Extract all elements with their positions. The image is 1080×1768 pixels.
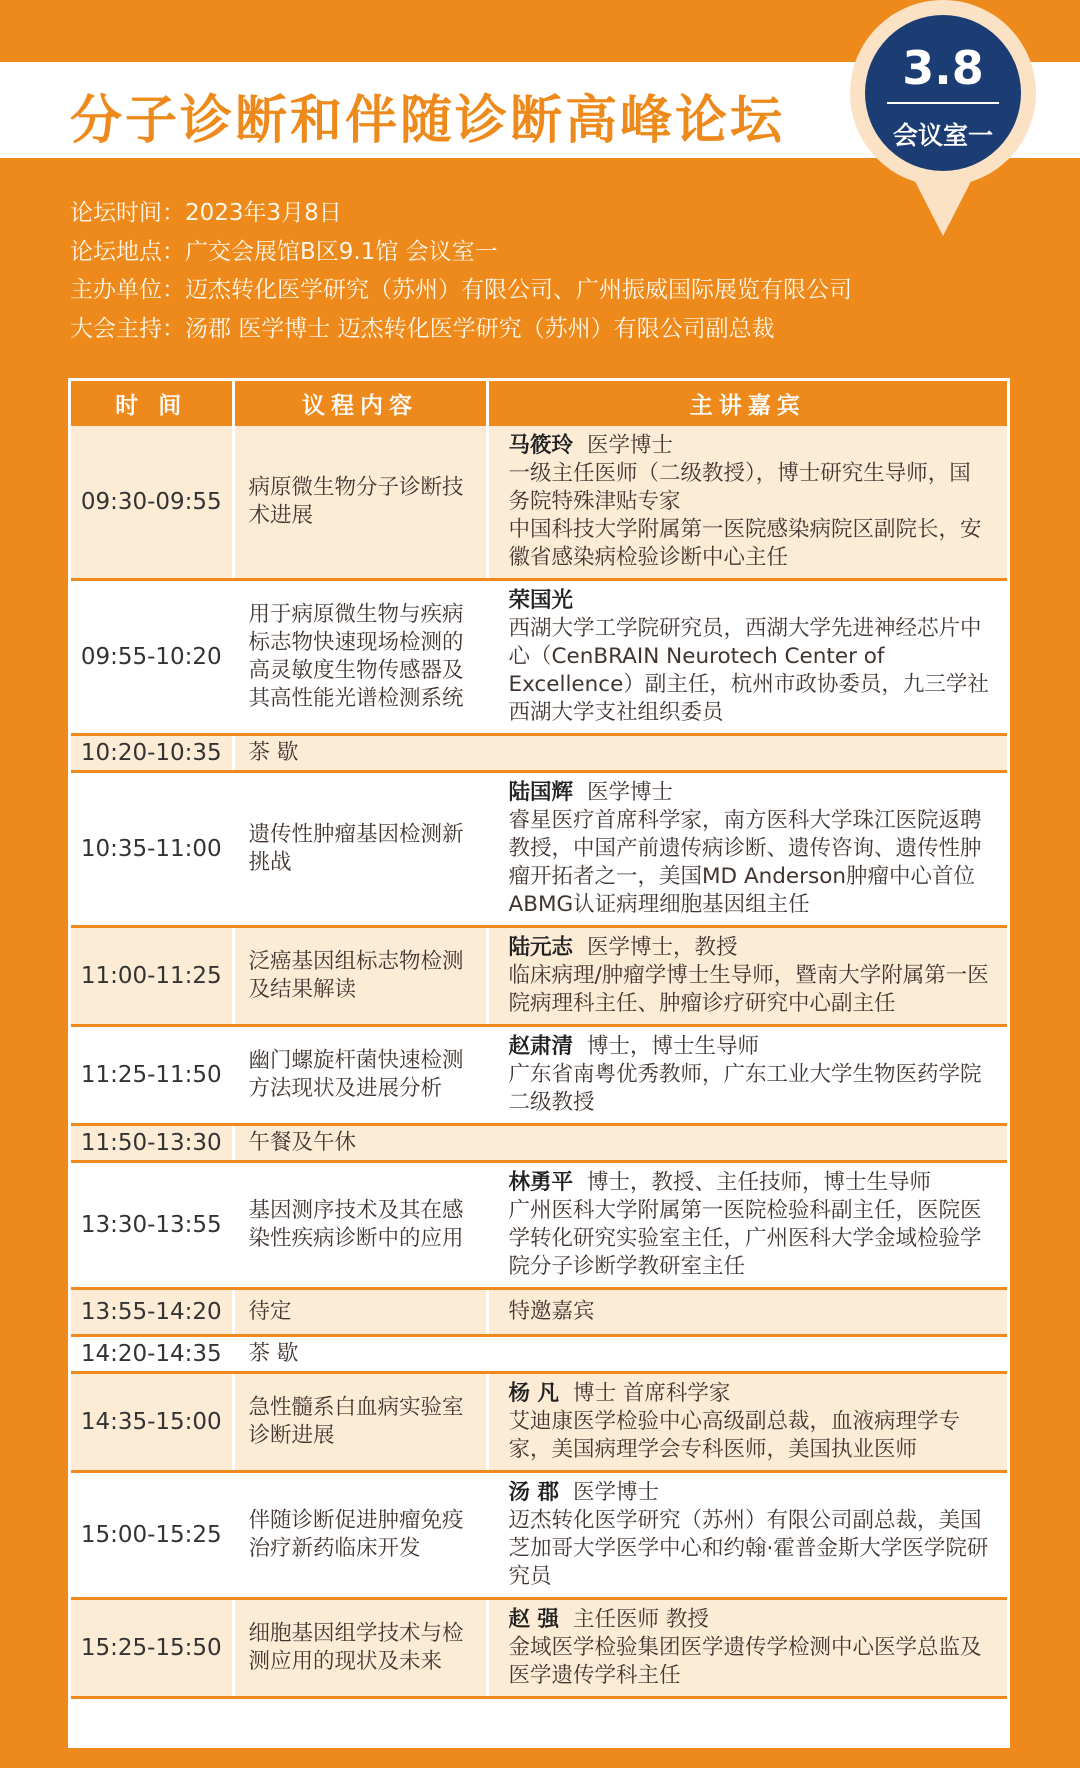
info-location: 论坛地点：广交会展馆B区9.1馆 会议室一 bbox=[70, 238, 498, 265]
speaker-desc: 特邀嘉宾 bbox=[508, 1299, 595, 1324]
row-topic: 待定 bbox=[233, 1289, 487, 1336]
speaker-name: 马筱玲 bbox=[508, 433, 574, 458]
table-row bbox=[71, 426, 1007, 580]
row-time: 11:50-13:30 bbox=[71, 1125, 233, 1162]
speaker-desc: 金域医学检验集团医学遗传学检测中心医学总监及医学遗传学科主任 bbox=[508, 1635, 982, 1688]
speaker-name: 汤 郡 bbox=[508, 1480, 559, 1505]
table-header-row bbox=[71, 381, 1007, 426]
header-speaker: 主讲嘉宾 bbox=[487, 381, 1007, 426]
row-speaker bbox=[487, 1162, 1007, 1289]
badge-date: 3.8 bbox=[902, 41, 984, 95]
speaker-title: 主任医师 教授 bbox=[573, 1607, 709, 1632]
speaker-name: 荣国光 bbox=[508, 588, 574, 613]
row-speaker bbox=[487, 1472, 1007, 1599]
row-topic: 病原微生物分子诊断技术进展 bbox=[233, 426, 487, 580]
speaker-desc: 一级主任医师（二级教授），博士研究生导师，国务院特殊津贴专家 中国科技大学附属第一医院感染病院区副院长，安徽省感染病检验诊断中心主任 bbox=[508, 461, 982, 570]
info-host: 大会主持：汤郡 医学博士 迈杰转化医学研究（苏州）有限公司副总裁 bbox=[70, 315, 775, 342]
row-time: 09:55-10:20 bbox=[71, 580, 233, 735]
row-topic: 用于病原微生物与疾病标志物快速现场检测的高灵敏度生物传感器及其高性能光谱检测系统 bbox=[233, 580, 487, 735]
speaker-heading bbox=[509, 1606, 992, 1634]
table-row bbox=[71, 1162, 1007, 1289]
speaker-title: 医学博士，教授 bbox=[587, 935, 738, 960]
speaker-heading bbox=[509, 432, 992, 460]
row-topic: 幽门螺旋杆菌快速检测方法现状及进展分析 bbox=[233, 1026, 487, 1125]
row-time: 13:30-13:55 bbox=[71, 1162, 233, 1289]
badge-room: 会议室一 bbox=[892, 121, 993, 150]
row-speaker bbox=[487, 1026, 1007, 1125]
speaker-name: 陆元志 bbox=[508, 935, 574, 960]
row-topic: 茶 歇 bbox=[233, 1336, 1007, 1373]
speaker-name: 陆国辉 bbox=[508, 780, 574, 805]
row-speaker bbox=[487, 580, 1007, 735]
speaker-desc: 广州医科大学附属第一医院检验科副主任，医院医学转化研究实验室主任，广州医科大学金域检验学院分子诊断学教研室主任 bbox=[508, 1198, 982, 1279]
table-row bbox=[71, 772, 1007, 927]
speaker-desc: 广东省南粤优秀教师，广东工业大学生物医药学院二级教授 bbox=[508, 1062, 982, 1115]
row-time: 15:25-15:50 bbox=[71, 1599, 233, 1698]
table-row bbox=[71, 1125, 1007, 1162]
info-organizer: 主办单位：迈杰转化医学研究（苏州）有限公司、广州振威国际展览有限公司 bbox=[70, 277, 852, 303]
agenda-table-wrap bbox=[68, 378, 1010, 1748]
row-topic: 泛癌基因组标志物检测及结果解读 bbox=[233, 927, 487, 1026]
speaker-title: 博士 首席科学家 bbox=[573, 1381, 731, 1406]
table-row bbox=[71, 927, 1007, 1026]
speaker-name: 赵肃清 bbox=[508, 1034, 574, 1059]
speaker-desc: 临床病理/肿瘤学博士生导师，暨南大学附属第一医院病理科主任、肿瘤诊疗研究中心副主任 bbox=[508, 963, 989, 1016]
row-time: 10:35-11:00 bbox=[71, 772, 233, 927]
speaker-name: 林勇平 bbox=[508, 1170, 574, 1195]
row-time: 13:55-14:20 bbox=[71, 1289, 233, 1336]
row-speaker bbox=[487, 1599, 1007, 1698]
info-time: 论坛时间：2023年3月8日 bbox=[70, 200, 342, 226]
table-row bbox=[71, 1026, 1007, 1125]
speaker-heading bbox=[509, 587, 992, 615]
header-time: 时 间 bbox=[71, 381, 233, 426]
table-row bbox=[71, 735, 1007, 772]
row-time: 14:35-15:00 bbox=[71, 1373, 233, 1472]
speaker-heading bbox=[509, 1479, 992, 1507]
row-time: 14:20-14:35 bbox=[71, 1336, 233, 1373]
row-topic: 基因测序技术及其在感染性疾病诊断中的应用 bbox=[233, 1162, 487, 1289]
row-time: 11:25-11:50 bbox=[71, 1026, 233, 1125]
speaker-heading bbox=[509, 779, 992, 807]
speaker-desc: 迈杰转化医学研究（苏州）有限公司副总裁，美国芝加哥大学医学中心和约翰·霍普金斯大学医学院研究员 bbox=[508, 1508, 989, 1589]
agenda-body bbox=[71, 426, 1007, 1698]
speaker-heading bbox=[509, 934, 992, 962]
row-topic: 午餐及午休 bbox=[233, 1125, 1007, 1162]
speaker-title: 医学博士 bbox=[573, 1480, 660, 1505]
row-time: 15:00-15:25 bbox=[71, 1472, 233, 1599]
table-row bbox=[71, 1336, 1007, 1373]
speaker-title: 博士，教授、主任技师，博士生导师 bbox=[587, 1170, 932, 1195]
table-row bbox=[71, 1373, 1007, 1472]
forum-info bbox=[70, 194, 950, 348]
row-time: 09:30-09:55 bbox=[71, 426, 233, 580]
table-row bbox=[71, 1289, 1007, 1336]
speaker-desc: 西湖大学工学院研究员，西湖大学先进神经芯片中心（CenBRAIN Neurotech Center of Excellence）副主任，杭州市政协委员，九三学社西湖大学支社组织委员 bbox=[508, 616, 989, 725]
speaker-desc: 艾迪康医学检验中心高级副总裁，血液病理学专家，美国病理学会专科医师，美国执业医师 bbox=[508, 1409, 961, 1462]
speaker-heading bbox=[509, 1169, 992, 1197]
row-speaker bbox=[487, 927, 1007, 1026]
table-row bbox=[71, 1599, 1007, 1698]
row-time: 11:00-11:25 bbox=[71, 927, 233, 1026]
speaker-title: 博士，博士生导师 bbox=[587, 1034, 760, 1059]
row-speaker bbox=[487, 1289, 1007, 1336]
row-topic: 细胞基因组学技术与检测应用的现状及未来 bbox=[233, 1599, 487, 1698]
table-row bbox=[71, 1472, 1007, 1599]
speaker-name: 赵 强 bbox=[508, 1607, 559, 1632]
badge-circle bbox=[865, 15, 1021, 171]
badge-divider bbox=[887, 102, 999, 104]
row-topic: 急性髓系白血病实验室诊断进展 bbox=[233, 1373, 487, 1472]
row-speaker bbox=[487, 772, 1007, 927]
speaker-title: 医学博士 bbox=[587, 433, 674, 458]
speaker-heading bbox=[509, 1033, 992, 1061]
row-topic: 遗传性肿瘤基因检测新挑战 bbox=[233, 772, 487, 927]
speaker-name: 杨 凡 bbox=[508, 1381, 559, 1406]
agenda-table bbox=[71, 381, 1007, 1699]
speaker-heading bbox=[509, 1380, 992, 1408]
speaker-title: 医学博士 bbox=[587, 780, 674, 805]
speaker-desc: 睿星医疗首席科学家，南方医科大学珠江医院返聘教授，中国产前遗传病诊断、遗传咨询、遗传性肿瘤开拓者之一，美国MD Anderson肿瘤中心首位ABMG认证病理细胞基因组主任 bbox=[508, 808, 982, 917]
row-time: 10:20-10:35 bbox=[71, 735, 233, 772]
header-topic: 议程内容 bbox=[233, 381, 487, 426]
row-speaker bbox=[487, 1373, 1007, 1472]
row-speaker bbox=[487, 426, 1007, 580]
row-topic: 茶 歇 bbox=[233, 735, 1007, 772]
row-topic: 伴随诊断促进肿瘤免疫治疗新药临床开发 bbox=[233, 1472, 487, 1599]
table-row bbox=[71, 580, 1007, 735]
page-title: 分子诊断和伴随诊断高峰论坛 bbox=[70, 91, 786, 151]
